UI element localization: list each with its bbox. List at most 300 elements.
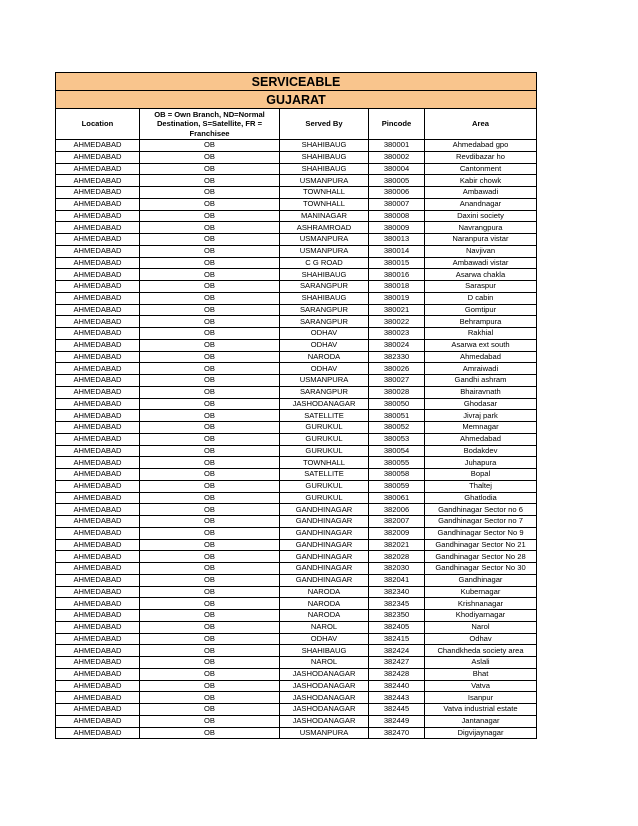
cell-pincode: 382415 — [369, 633, 425, 645]
cell-pincode: 382440 — [369, 680, 425, 692]
cell-type: OB — [140, 527, 280, 539]
cell-location: AHMEDABAD — [56, 516, 140, 528]
cell-area: Gandhinagar Sector No 28 — [425, 551, 537, 563]
cell-location: AHMEDABAD — [56, 210, 140, 222]
cell-location: AHMEDABAD — [56, 245, 140, 257]
cell-type: OB — [140, 492, 280, 504]
cell-location: AHMEDABAD — [56, 704, 140, 716]
table-row — [56, 480, 537, 492]
cell-served-by: NARODA — [280, 586, 369, 598]
cell-location: AHMEDABAD — [56, 727, 140, 739]
table-row — [56, 574, 537, 586]
cell-type: OB — [140, 363, 280, 375]
cell-type: OB — [140, 680, 280, 692]
cell-served-by: JASHODANAGAR — [280, 715, 369, 727]
cell-location: AHMEDABAD — [56, 668, 140, 680]
cell-location: AHMEDABAD — [56, 187, 140, 199]
cell-type: OB — [140, 704, 280, 716]
table-row — [56, 140, 537, 152]
cell-served-by: ODHAV — [280, 633, 369, 645]
cell-pincode: 382041 — [369, 574, 425, 586]
cell-location: AHMEDABAD — [56, 292, 140, 304]
table-row — [56, 586, 537, 598]
cell-location: AHMEDABAD — [56, 328, 140, 340]
serviceable-sheet — [55, 72, 536, 739]
cell-served-by: TOWNHALL — [280, 198, 369, 210]
cell-area: Ambawadi vistar — [425, 257, 537, 269]
table-row — [56, 551, 537, 563]
cell-served-by: SHAHIBAUG — [280, 163, 369, 175]
cell-served-by: SHAHIBAUG — [280, 140, 369, 152]
cell-area: Saraspur — [425, 281, 537, 293]
cell-area: Ambawadi — [425, 187, 537, 199]
cell-area: Cantonment — [425, 163, 537, 175]
cell-pincode: 380021 — [369, 304, 425, 316]
cell-type: OB — [140, 586, 280, 598]
cell-location: AHMEDABAD — [56, 398, 140, 410]
table-row — [56, 328, 537, 340]
table-row — [56, 445, 537, 457]
cell-location: AHMEDABAD — [56, 234, 140, 246]
cell-area: Ahmedabad — [425, 351, 537, 363]
cell-type: OB — [140, 633, 280, 645]
cell-served-by: SHAHIBAUG — [280, 645, 369, 657]
table-row — [56, 457, 537, 469]
cell-area: Asarwa chakla — [425, 269, 537, 281]
cell-area: Ghatlodia — [425, 492, 537, 504]
cell-pincode: 382470 — [369, 727, 425, 739]
cell-area: Khodiyarnagar — [425, 610, 537, 622]
cell-served-by: GANDHINAGAR — [280, 574, 369, 586]
cell-area: D cabin — [425, 292, 537, 304]
cell-type: OB — [140, 257, 280, 269]
cell-served-by: GANDHINAGAR — [280, 504, 369, 516]
cell-type: OB — [140, 504, 280, 516]
cell-served-by: MANINAGAR — [280, 210, 369, 222]
cell-area: Isanpur — [425, 692, 537, 704]
cell-pincode: 382443 — [369, 692, 425, 704]
cell-type: OB — [140, 563, 280, 575]
table-row — [56, 645, 537, 657]
cell-type: OB — [140, 715, 280, 727]
table-row — [56, 504, 537, 516]
cell-pincode: 382021 — [369, 539, 425, 551]
cell-type: OB — [140, 234, 280, 246]
cell-pincode: 382007 — [369, 516, 425, 528]
cell-type: OB — [140, 198, 280, 210]
table-row — [56, 398, 537, 410]
cell-location: AHMEDABAD — [56, 492, 140, 504]
cell-location: AHMEDABAD — [56, 657, 140, 669]
cell-area: Gandhinagar Sector no 6 — [425, 504, 537, 516]
table-row — [56, 175, 537, 187]
cell-served-by: SARANGPUR — [280, 386, 369, 398]
cell-area: Navjivan — [425, 245, 537, 257]
cell-location: AHMEDABAD — [56, 715, 140, 727]
cell-location: AHMEDABAD — [56, 363, 140, 375]
cell-type: OB — [140, 433, 280, 445]
cell-type: OB — [140, 574, 280, 586]
table-row — [56, 621, 537, 633]
cell-location: AHMEDABAD — [56, 351, 140, 363]
table-row — [56, 516, 537, 528]
cell-type: OB — [140, 668, 280, 680]
cell-type: OB — [140, 339, 280, 351]
cell-pincode: 380058 — [369, 469, 425, 481]
cell-type: OB — [140, 386, 280, 398]
cell-location: AHMEDABAD — [56, 140, 140, 152]
table-row — [56, 304, 537, 316]
cell-pincode: 380016 — [369, 269, 425, 281]
table-row — [56, 187, 537, 199]
cell-area: Gandhinagar Sector No 21 — [425, 539, 537, 551]
cell-served-by: GANDHINAGAR — [280, 563, 369, 575]
cell-area: Thaltej — [425, 480, 537, 492]
cell-location: AHMEDABAD — [56, 222, 140, 234]
cell-area: Gandhinagar Sector No 30 — [425, 563, 537, 575]
cell-served-by: JASHODANAGAR — [280, 704, 369, 716]
cell-served-by: TOWNHALL — [280, 187, 369, 199]
cell-pincode: 380028 — [369, 386, 425, 398]
cell-location: AHMEDABAD — [56, 151, 140, 163]
cell-served-by: USMANPURA — [280, 245, 369, 257]
cell-type: OB — [140, 621, 280, 633]
cell-type: OB — [140, 187, 280, 199]
cell-pincode: 380009 — [369, 222, 425, 234]
cell-pincode: 382330 — [369, 351, 425, 363]
table-row — [56, 363, 537, 375]
cell-pincode: 380052 — [369, 422, 425, 434]
cell-served-by: NARODA — [280, 351, 369, 363]
cell-pincode: 382030 — [369, 563, 425, 575]
cell-area: Gomtipur — [425, 304, 537, 316]
cell-location: AHMEDABAD — [56, 551, 140, 563]
cell-pincode: 380023 — [369, 328, 425, 340]
cell-location: AHMEDABAD — [56, 433, 140, 445]
cell-served-by: SATELLITE — [280, 469, 369, 481]
cell-pincode: 380014 — [369, 245, 425, 257]
cell-pincode: 382340 — [369, 586, 425, 598]
cell-pincode: 380001 — [369, 140, 425, 152]
column-header-area: Area — [425, 109, 537, 140]
cell-served-by: GANDHINAGAR — [280, 516, 369, 528]
cell-type: OB — [140, 210, 280, 222]
cell-area: Vatva — [425, 680, 537, 692]
cell-served-by: NAROL — [280, 657, 369, 669]
cell-pincode: 380054 — [369, 445, 425, 457]
cell-location: AHMEDABAD — [56, 633, 140, 645]
cell-location: AHMEDABAD — [56, 257, 140, 269]
cell-served-by: SARANGPUR — [280, 316, 369, 328]
cell-served-by: GANDHINAGAR — [280, 527, 369, 539]
table-row — [56, 680, 537, 692]
table-row — [56, 292, 537, 304]
cell-served-by: GANDHINAGAR — [280, 539, 369, 551]
table-row — [56, 245, 537, 257]
cell-location: AHMEDABAD — [56, 339, 140, 351]
cell-type: OB — [140, 292, 280, 304]
cell-location: AHMEDABAD — [56, 422, 140, 434]
cell-area: Behrampura — [425, 316, 537, 328]
cell-area: Gandhi ashram — [425, 375, 537, 387]
table-row — [56, 492, 537, 504]
table-row — [56, 598, 537, 610]
cell-pincode: 380055 — [369, 457, 425, 469]
cell-pincode: 380026 — [369, 363, 425, 375]
cell-type: OB — [140, 551, 280, 563]
cell-pincode: 380007 — [369, 198, 425, 210]
cell-served-by: NARODA — [280, 598, 369, 610]
table-row — [56, 222, 537, 234]
cell-location: AHMEDABAD — [56, 574, 140, 586]
cell-served-by: JASHODANAGAR — [280, 680, 369, 692]
table-row — [56, 633, 537, 645]
table-row — [56, 668, 537, 680]
cell-area: Digvijaynagar — [425, 727, 537, 739]
cell-location: AHMEDABAD — [56, 269, 140, 281]
cell-location: AHMEDABAD — [56, 163, 140, 175]
cell-type: OB — [140, 727, 280, 739]
cell-area: Naranpura vistar — [425, 234, 537, 246]
cell-pincode: 382445 — [369, 704, 425, 716]
table-row — [56, 727, 537, 739]
cell-type: OB — [140, 269, 280, 281]
cell-pincode: 380013 — [369, 234, 425, 246]
table-row — [56, 469, 537, 481]
serviceable-table — [55, 72, 537, 739]
cell-pincode: 380005 — [369, 175, 425, 187]
cell-location: AHMEDABAD — [56, 610, 140, 622]
table-row — [56, 281, 537, 293]
cell-pincode: 380006 — [369, 187, 425, 199]
cell-served-by: SHAHIBAUG — [280, 269, 369, 281]
cell-location: AHMEDABAD — [56, 645, 140, 657]
column-header-location: Location — [56, 109, 140, 140]
cell-served-by: ODHAV — [280, 328, 369, 340]
cell-pincode: 380019 — [369, 292, 425, 304]
cell-area: Jantanagar — [425, 715, 537, 727]
cell-pincode: 380004 — [369, 163, 425, 175]
cell-served-by: SHAHIBAUG — [280, 292, 369, 304]
cell-area: Odhav — [425, 633, 537, 645]
cell-type: OB — [140, 398, 280, 410]
cell-type: OB — [140, 175, 280, 187]
column-header-type: OB = Own Branch, ND=Normal Destination, S=Satellite, FR = Franchisee — [140, 109, 280, 140]
cell-area: Amraiwadi — [425, 363, 537, 375]
table-row — [56, 210, 537, 222]
cell-location: AHMEDABAD — [56, 527, 140, 539]
table-body — [56, 140, 537, 739]
cell-location: AHMEDABAD — [56, 375, 140, 387]
cell-area: Ahmedabad gpo — [425, 140, 537, 152]
cell-type: OB — [140, 539, 280, 551]
table-row — [56, 339, 537, 351]
cell-pincode: 380053 — [369, 433, 425, 445]
cell-area: Gandhinagar Sector no 7 — [425, 516, 537, 528]
cell-pincode: 380061 — [369, 492, 425, 504]
cell-area: Ahmedabad — [425, 433, 537, 445]
cell-location: AHMEDABAD — [56, 586, 140, 598]
cell-pincode: 382424 — [369, 645, 425, 657]
cell-location: AHMEDABAD — [56, 680, 140, 692]
cell-area: Vatva industrial estate — [425, 704, 537, 716]
cell-type: OB — [140, 445, 280, 457]
cell-location: AHMEDABAD — [56, 692, 140, 704]
cell-location: AHMEDABAD — [56, 457, 140, 469]
cell-pincode: 382350 — [369, 610, 425, 622]
cell-area: Bodakdev — [425, 445, 537, 457]
cell-pincode: 380027 — [369, 375, 425, 387]
cell-type: OB — [140, 516, 280, 528]
table-row — [56, 715, 537, 727]
cell-served-by: TOWNHALL — [280, 457, 369, 469]
cell-pincode: 382006 — [369, 504, 425, 516]
cell-area: Bhairavnath — [425, 386, 537, 398]
cell-pincode: 380059 — [369, 480, 425, 492]
table-row — [56, 410, 537, 422]
cell-served-by: USMANPURA — [280, 727, 369, 739]
cell-type: OB — [140, 140, 280, 152]
cell-served-by: GURUKUL — [280, 480, 369, 492]
table-row — [56, 375, 537, 387]
cell-pincode: 380002 — [369, 151, 425, 163]
cell-location: AHMEDABAD — [56, 281, 140, 293]
table-row — [56, 422, 537, 434]
cell-type: OB — [140, 645, 280, 657]
cell-pincode: 382028 — [369, 551, 425, 563]
title-row — [56, 73, 537, 91]
sheet-title: SERVICEABLE — [56, 73, 537, 91]
cell-location: AHMEDABAD — [56, 304, 140, 316]
cell-location: AHMEDABAD — [56, 175, 140, 187]
cell-served-by: GURUKUL — [280, 492, 369, 504]
cell-served-by: GURUKUL — [280, 445, 369, 457]
cell-served-by: GANDHINAGAR — [280, 551, 369, 563]
cell-location: AHMEDABAD — [56, 539, 140, 551]
cell-area: Bopal — [425, 469, 537, 481]
cell-area: Jivraj park — [425, 410, 537, 422]
cell-location: AHMEDABAD — [56, 621, 140, 633]
table-row — [56, 704, 537, 716]
cell-served-by: JASHODANAGAR — [280, 692, 369, 704]
cell-area: Navrangpura — [425, 222, 537, 234]
cell-served-by: SARANGPUR — [280, 281, 369, 293]
cell-location: AHMEDABAD — [56, 410, 140, 422]
cell-pincode: 382428 — [369, 668, 425, 680]
cell-pincode: 382405 — [369, 621, 425, 633]
table-row — [56, 563, 537, 575]
cell-area: Revdibazar ho — [425, 151, 537, 163]
table-row — [56, 433, 537, 445]
cell-area: Rakhial — [425, 328, 537, 340]
cell-type: OB — [140, 222, 280, 234]
cell-served-by: SATELLITE — [280, 410, 369, 422]
cell-served-by: USMANPURA — [280, 234, 369, 246]
cell-pincode: 380024 — [369, 339, 425, 351]
cell-type: OB — [140, 657, 280, 669]
cell-served-by: ODHAV — [280, 363, 369, 375]
cell-area: Chandkheda society area — [425, 645, 537, 657]
table-row — [56, 692, 537, 704]
cell-type: OB — [140, 304, 280, 316]
cell-pincode: 380050 — [369, 398, 425, 410]
column-header-served-by: Served By — [280, 109, 369, 140]
cell-location: AHMEDABAD — [56, 480, 140, 492]
cell-served-by: JASHODANAGAR — [280, 398, 369, 410]
cell-type: OB — [140, 151, 280, 163]
cell-area: Memnagar — [425, 422, 537, 434]
cell-location: AHMEDABAD — [56, 469, 140, 481]
cell-area: Juhapura — [425, 457, 537, 469]
cell-type: OB — [140, 316, 280, 328]
table-row — [56, 657, 537, 669]
cell-type: OB — [140, 469, 280, 481]
cell-pincode: 382427 — [369, 657, 425, 669]
cell-pincode: 380015 — [369, 257, 425, 269]
table-row — [56, 539, 537, 551]
cell-type: OB — [140, 163, 280, 175]
cell-type: OB — [140, 245, 280, 257]
cell-served-by: GURUKUL — [280, 433, 369, 445]
cell-pincode: 382009 — [369, 527, 425, 539]
cell-area: Gandhinagar — [425, 574, 537, 586]
cell-type: OB — [140, 610, 280, 622]
cell-type: OB — [140, 692, 280, 704]
cell-location: AHMEDABAD — [56, 504, 140, 516]
cell-area: Asarwa ext south — [425, 339, 537, 351]
cell-served-by: USMANPURA — [280, 175, 369, 187]
cell-area: Aslali — [425, 657, 537, 669]
cell-area: Bhat — [425, 668, 537, 680]
cell-area: Gandhinagar Sector No 9 — [425, 527, 537, 539]
cell-pincode: 380022 — [369, 316, 425, 328]
table-row — [56, 257, 537, 269]
cell-served-by: NARODA — [280, 610, 369, 622]
subtitle-row — [56, 91, 537, 109]
cell-type: OB — [140, 281, 280, 293]
cell-served-by: GURUKUL — [280, 422, 369, 434]
cell-served-by: SARANGPUR — [280, 304, 369, 316]
cell-served-by: SHAHIBAUG — [280, 151, 369, 163]
cell-area: Kabir chowk — [425, 175, 537, 187]
cell-type: OB — [140, 351, 280, 363]
cell-area: Narol — [425, 621, 537, 633]
table-row — [56, 386, 537, 398]
cell-location: AHMEDABAD — [56, 598, 140, 610]
cell-served-by: ODHAV — [280, 339, 369, 351]
cell-served-by: USMANPURA — [280, 375, 369, 387]
cell-served-by: ASHRAMROAD — [280, 222, 369, 234]
table-row — [56, 269, 537, 281]
cell-area: Krishnanagar — [425, 598, 537, 610]
cell-location: AHMEDABAD — [56, 386, 140, 398]
cell-location: AHMEDABAD — [56, 445, 140, 457]
cell-pincode: 380018 — [369, 281, 425, 293]
cell-pincode: 382449 — [369, 715, 425, 727]
cell-location: AHMEDABAD — [56, 198, 140, 210]
cell-type: OB — [140, 328, 280, 340]
column-header-pincode: Pincode — [369, 109, 425, 140]
cell-served-by: NAROL — [280, 621, 369, 633]
cell-type: OB — [140, 375, 280, 387]
cell-type: OB — [140, 410, 280, 422]
header-row — [56, 109, 537, 140]
cell-area: Daxini society — [425, 210, 537, 222]
table-row — [56, 527, 537, 539]
table-row — [56, 234, 537, 246]
table-row — [56, 316, 537, 328]
cell-type: OB — [140, 457, 280, 469]
